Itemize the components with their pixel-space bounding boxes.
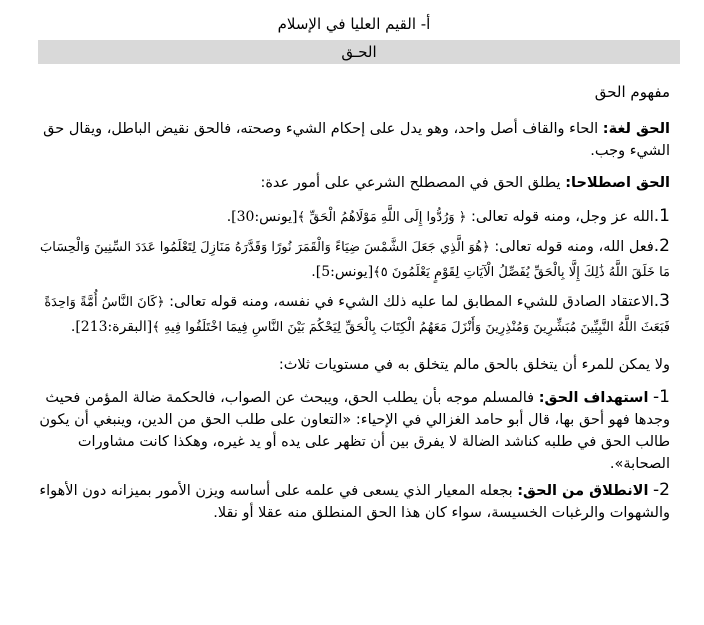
item-number: 1. — [653, 206, 670, 226]
technical-text: يطلق الحق في المصطلح الشرعي على أمور عدة: — [260, 175, 566, 191]
linguistic-definition — [38, 118, 670, 162]
meaning-item — [38, 289, 670, 340]
document-title: أ- القيم العليا في الإسلام — [277, 15, 431, 33]
technical-definition — [38, 172, 670, 194]
levels-intro: ولا يمكن للمرء أن يتخلق بالحق مالم يتخلق به في مستويات ثلاث: — [278, 357, 670, 373]
level-text: بجعله المعيار الذي يسعى في علمه على أساسه ويزن الأمور بميزانه دون الأهواء والشهوات والرغبات الخسيسة، سواء كان هذا الحق المنطلق منه عقلا أو نقلا. — [39, 483, 670, 521]
level-number: 2- — [653, 480, 670, 500]
level-item — [38, 479, 670, 524]
item-text: فعل الله، ومنه قوله تعالى: — [489, 239, 654, 255]
section-band: الحـق — [38, 40, 680, 64]
quran-verse: ﴿كَانَ النَّاسُ أُمَّةً وَاحِدَةً فَبَعَثَ اللَّهُ النَّبِيِّينَ مُبَشِّرِينَ وَمُنْذِرِينَ وَأَنْزَلَ مَعَهُمُ الْكِتَابَ بِالْحَقِّ لِيَحْكُمَ بَيْنَ النَّاسِ فِيمَا اخْتَلَفُوا فِيهِ ﴾ — [44, 295, 670, 335]
level-item — [38, 386, 670, 475]
verse-citation: [البقرة:213]. — [70, 319, 153, 335]
meaning-item — [38, 234, 670, 285]
item-number: 3. — [653, 291, 670, 311]
level-lead: الانطلاق من الحق: — [517, 483, 649, 499]
level-text: فالمسلم موجه بأن يطلب الحق، ويبحث عن الصواب، فالحكمة ضالة المؤمن فحيث وجدها فهو أحق بها، قال أبو حامد الغزالي في الإحياء: «التعاون على طلب الحق من الدين، وينبغي أن يكون طالب الحق في طلبه كناشد الضالة لا يفرق بين أن تظهر على يده أو يد غيره، وهكذا كانت مشاورات الصحابة». — [39, 390, 670, 472]
linguistic-lead: الحق لغة: — [602, 121, 670, 137]
linguistic-text: الحاء والقاف أصل واحد، وهو يدل على إحكام الشيء وصحته، فالحق نقيض الباطل، ويقال حق الشيء وجب. — [43, 121, 670, 159]
level-number: 1- — [653, 387, 670, 407]
spacer — [38, 344, 670, 354]
quran-verse: ﴿ وَرُدُّوا إِلَى اللَّهِ مَوْلَاهُمُ الْحَقِّ ﴾ — [297, 210, 467, 225]
section-heading: مفهوم الحق — [594, 83, 670, 101]
item-text: الاعتقاد الصادق للشيء المطابق لما عليه ذلك الشيء في نفسه، ومنه قوله تعالى: — [164, 294, 654, 310]
verse-citation: [يونس:30]. — [226, 209, 298, 225]
quran-verse: ﴿هُوَ الَّذِي جَعَلَ الشَّمْسَ ضِيَاءً وَالْقَمَرَ نُورًا وَقَدَّرَهُ مَنَازِلَ لِتَعْلَمُوا عَدَدَ السِّنِينَ وَالْحِسَابَ مَا خَلَقَ اللَّهُ ذَٰلِكَ إِلَّا بِالْحَقِّ يُفَصِّلُ الْآيَاتِ لِقَوْمٍ يَعْلَمُونَ ٥﴾ — [40, 240, 670, 280]
document-page — [38, 14, 670, 528]
item-number: 2. — [653, 236, 670, 256]
technical-lead: الحق اصطلاحا: — [565, 175, 670, 191]
verse-citation: [يونس:5]. — [311, 264, 374, 280]
meaning-item — [38, 204, 670, 230]
item-text: الله عز وجل، ومنه قوله تعالى: — [466, 209, 654, 225]
level-lead: استهداف الحق: — [538, 390, 649, 406]
